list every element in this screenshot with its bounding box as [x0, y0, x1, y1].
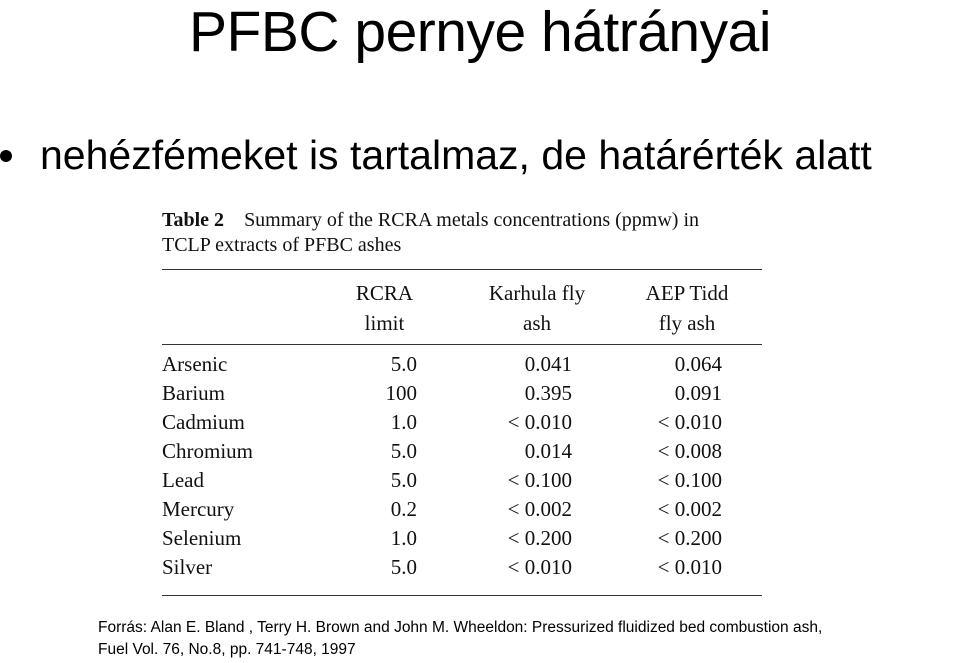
slide-title: PFBC pernye hátrányai: [189, 0, 771, 64]
karhula-value: 0.395: [524, 381, 572, 405]
rcra-limit-value: 5.0: [390, 468, 417, 492]
rcra-limit-value: 5.0: [390, 555, 417, 579]
source-line: Forrás: Alan E. Bland , Terry H. Brown and John M. Wheeldon: Pressurized fluidized bed combustion ash,: [98, 619, 823, 636]
aep-tidd-value: 0.091: [674, 381, 722, 405]
metal-name: Lead: [162, 468, 204, 492]
metal-name: Arsenic: [162, 352, 228, 376]
column-header-line: AEP Tidd: [645, 281, 729, 305]
source-citation: [98, 617, 822, 661]
bullet-item: [0, 128, 960, 184]
table-row: [162, 466, 762, 495]
rcra-limit-value: 5.0: [390, 439, 417, 463]
column-header-line: Karhula fly: [488, 281, 586, 305]
metal-name: Cadmium: [162, 410, 245, 434]
column-header-aep-tidd: [617, 278, 757, 338]
table-label: Table 2: [162, 209, 225, 231]
table-row: [162, 408, 762, 437]
karhula-value: < 0.010: [507, 410, 572, 434]
table-caption-line2: TCLP extracts of PFBC ashes: [162, 234, 402, 256]
metal-name: Silver: [162, 555, 213, 579]
column-header-line: ash: [523, 311, 551, 335]
table-row: [162, 553, 762, 582]
column-header-karhula: [462, 278, 612, 338]
karhula-value: < 0.200: [507, 526, 572, 550]
rcra-limit-value: 0.2: [390, 497, 417, 521]
column-header-line: RCRA: [355, 281, 414, 305]
metal-name: Chromium: [162, 439, 254, 463]
table-row: [162, 350, 762, 379]
aep-tidd-value: < 0.200: [657, 526, 722, 550]
rcra-limit-value: 1.0: [390, 526, 417, 550]
table-bottom-rule: [162, 595, 762, 596]
metal-name: Selenium: [162, 526, 242, 550]
karhula-value: 0.041: [524, 352, 572, 376]
bullet-dot-icon: [0, 150, 12, 162]
table-caption-line1: Summary of the RCRA metals concentrations (ppmw) in: [244, 209, 699, 231]
source-line: Fuel Vol. 76, No.8, pp. 741-748, 1997: [98, 641, 356, 658]
table-row: [162, 524, 762, 553]
aep-tidd-value: 0.064: [674, 352, 722, 376]
table-figure: [162, 208, 762, 596]
aep-tidd-value: < 0.010: [657, 410, 722, 434]
metal-name: Barium: [162, 381, 225, 405]
aep-tidd-value: < 0.010: [657, 555, 722, 579]
table-row: [162, 495, 762, 524]
column-header-line: limit: [364, 311, 405, 335]
column-header-line: fly ash: [658, 311, 716, 335]
karhula-value: < 0.100: [507, 468, 572, 492]
table-row: [162, 437, 762, 466]
karhula-value: 0.014: [524, 439, 572, 463]
table-row: [162, 379, 762, 408]
karhula-value: < 0.010: [507, 555, 572, 579]
aep-tidd-value: < 0.002: [657, 497, 722, 521]
column-header-rcra-limit: [337, 278, 432, 338]
table-header-rule: [162, 344, 762, 345]
rcra-limit-value: 100: [385, 381, 417, 405]
rcra-limit-value: 5.0: [390, 352, 417, 376]
metal-name: Mercury: [162, 497, 235, 521]
table-top-rule: [162, 269, 762, 270]
aep-tidd-value: < 0.100: [657, 468, 722, 492]
karhula-value: < 0.002: [507, 497, 572, 521]
rcra-limit-value: 1.0: [390, 410, 417, 434]
bullet-text: nehézfémeket is tartalmaz, de határérték alatt: [40, 132, 872, 178]
table-caption: [162, 208, 762, 258]
aep-tidd-value: < 0.008: [657, 439, 722, 463]
